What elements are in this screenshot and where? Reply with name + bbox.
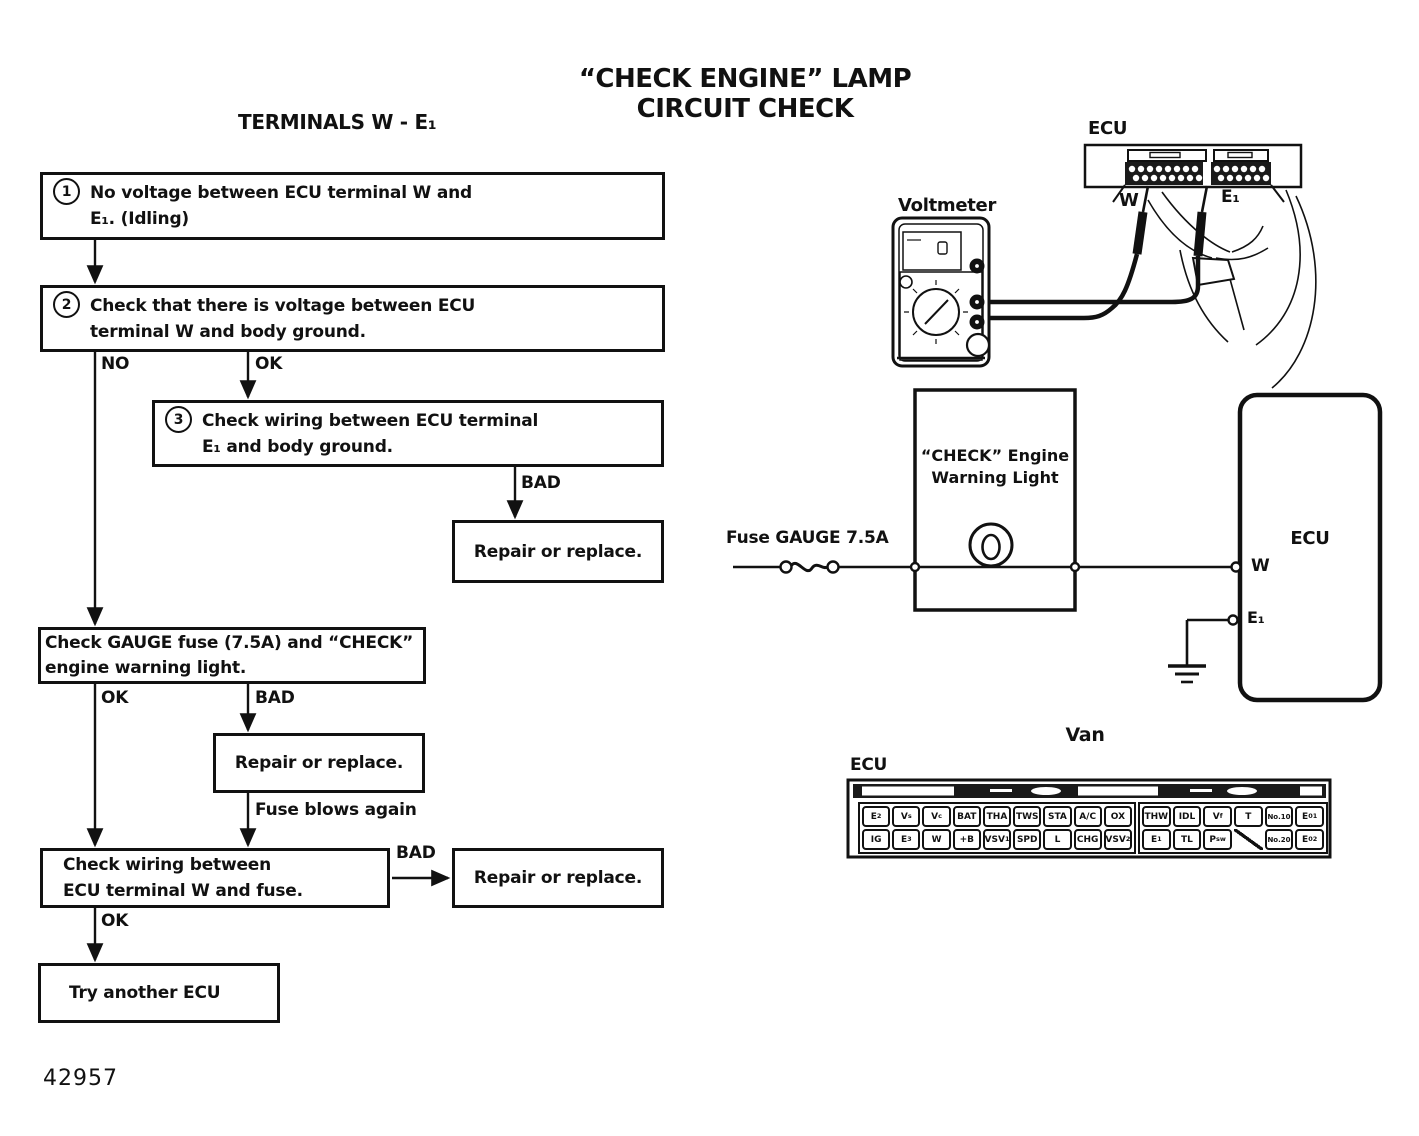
branch-label-bad: BAD <box>255 688 295 708</box>
step-text: E₁. (Idling) <box>90 209 189 229</box>
branch-label-ok: OK <box>101 688 129 708</box>
terminal-cell: +B <box>953 829 981 850</box>
terminal-cell: E 02 <box>1295 829 1324 850</box>
terminal-cell: VSV 2 <box>1104 829 1132 850</box>
terminal-cell: BAT <box>953 806 981 827</box>
circuit-terminal-e1-label: E₁ <box>1247 608 1265 627</box>
step-text: Check that there is voltage between ECU <box>90 295 476 316</box>
flow-step-1 <box>40 172 665 240</box>
terminal-cell: VSV 1 <box>983 829 1011 850</box>
branch-label-bad: BAD <box>521 473 561 493</box>
flow-step-2 <box>40 285 665 352</box>
step-text: Check GAUGE fuse (7.5A) and “CHECK” <box>45 632 414 653</box>
terminal-cell: E 1 <box>1142 829 1171 850</box>
step-text: engine warning light. <box>45 657 247 678</box>
wiring-harness <box>1148 190 1316 388</box>
repair-text: Repair or replace. <box>473 868 643 888</box>
terminal-cell: V s <box>892 806 920 827</box>
warning-light-label-line2: Warning Light <box>931 468 1059 487</box>
terminal-cell: E 3 <box>892 829 920 850</box>
repair-text: Repair or replace. <box>473 541 643 562</box>
terminal-cell: E 2 <box>862 806 890 827</box>
step-number-badge: 3 <box>165 406 192 433</box>
branch-label-fuse-blows: Fuse blows again <box>255 800 417 820</box>
terminal-cell: L <box>1043 829 1071 850</box>
terminal-cell: STA <box>1043 806 1071 827</box>
terminal-cell <box>1234 829 1263 850</box>
fuse-gauge-label: Fuse GAUGE 7.5A <box>726 528 889 548</box>
terminal-cell: V c <box>922 806 950 827</box>
warning-light-label-line1: “CHECK” Engine <box>920 446 1070 465</box>
probe-ecu-label: ECU <box>1088 118 1128 139</box>
circuit-terminal-w-label: W <box>1251 556 1270 576</box>
voltmeter-body <box>893 218 989 366</box>
flow-step-3 <box>152 400 664 467</box>
terminal-cell: THA <box>983 806 1011 827</box>
step-text: Try another ECU <box>69 983 221 1003</box>
terminal-cell: W <box>922 829 950 850</box>
step-text: Check wiring between ECU terminal <box>202 410 539 431</box>
terminal-cell: SPD <box>1013 829 1041 850</box>
step-text: No voltage between ECU terminal W and <box>90 183 472 203</box>
page-title-line2: CIRCUIT CHECK <box>636 94 854 124</box>
terminal-cell: T <box>1234 806 1263 827</box>
try-another-ecu-box <box>38 963 280 1023</box>
terminal-cell: TL <box>1173 829 1202 850</box>
flow-step-check-wiring-fuse <box>40 848 390 908</box>
van-terminal-group-left <box>858 802 1136 854</box>
terminal-cell: V f <box>1203 806 1232 827</box>
repair-text: Repair or replace. <box>234 753 404 773</box>
step-number-badge: 1 <box>53 178 80 205</box>
terminal-cell: THW <box>1142 806 1171 827</box>
step-text: Check wiring between <box>63 855 272 875</box>
circuit-ecu-label: ECU <box>1290 528 1330 549</box>
terminal-cell: CHG <box>1074 829 1102 850</box>
probe-terminal-e1-label: E₁ <box>1221 187 1240 207</box>
branch-label-bad: BAD <box>396 843 436 863</box>
ecu-connector-illustration <box>893 145 1316 388</box>
van-title: Van <box>1065 724 1105 746</box>
terminal-cell: OX <box>1104 806 1132 827</box>
terminal-cell: IG <box>862 829 890 850</box>
branch-label-ok: OK <box>101 911 129 931</box>
terminal-cell: IDL <box>1173 806 1202 827</box>
branch-label-ok: OK <box>255 354 283 374</box>
terminal-cell: TWS <box>1013 806 1041 827</box>
repair-or-replace-box-2 <box>213 733 425 793</box>
van-ecu-label: ECU <box>850 755 887 775</box>
repair-or-replace-box-1 <box>452 520 664 583</box>
van-terminal-group-right <box>1138 802 1328 854</box>
probe-terminal-w-label: W <box>1119 190 1139 211</box>
terminals-subtitle: TERMINALS W - E₁ <box>238 110 437 134</box>
voltmeter-label: Voltmeter <box>898 195 997 216</box>
terminal-cell: No.20 <box>1265 829 1294 850</box>
voltmeter-leads <box>986 186 1207 318</box>
terminal-cell: No.10 <box>1265 806 1294 827</box>
terminal-cell: P sw <box>1203 829 1232 850</box>
page-title-line1: “CHECK ENGINE” LAMP <box>578 64 912 94</box>
step-text: E₁ and body ground. <box>202 436 393 457</box>
branch-label-no: NO <box>101 354 130 374</box>
repair-or-replace-box-3 <box>452 848 664 908</box>
step-number-badge: 2 <box>53 291 80 318</box>
step-text: ECU terminal W and fuse. <box>63 881 303 901</box>
figure-code: 42957 <box>43 1066 118 1091</box>
step-text: terminal W and body ground. <box>90 321 366 342</box>
terminal-cell: E 01 <box>1295 806 1324 827</box>
flow-step-gauge-fuse <box>38 627 426 684</box>
terminal-cell: A/C <box>1074 806 1102 827</box>
warning-light-box <box>915 390 1075 610</box>
